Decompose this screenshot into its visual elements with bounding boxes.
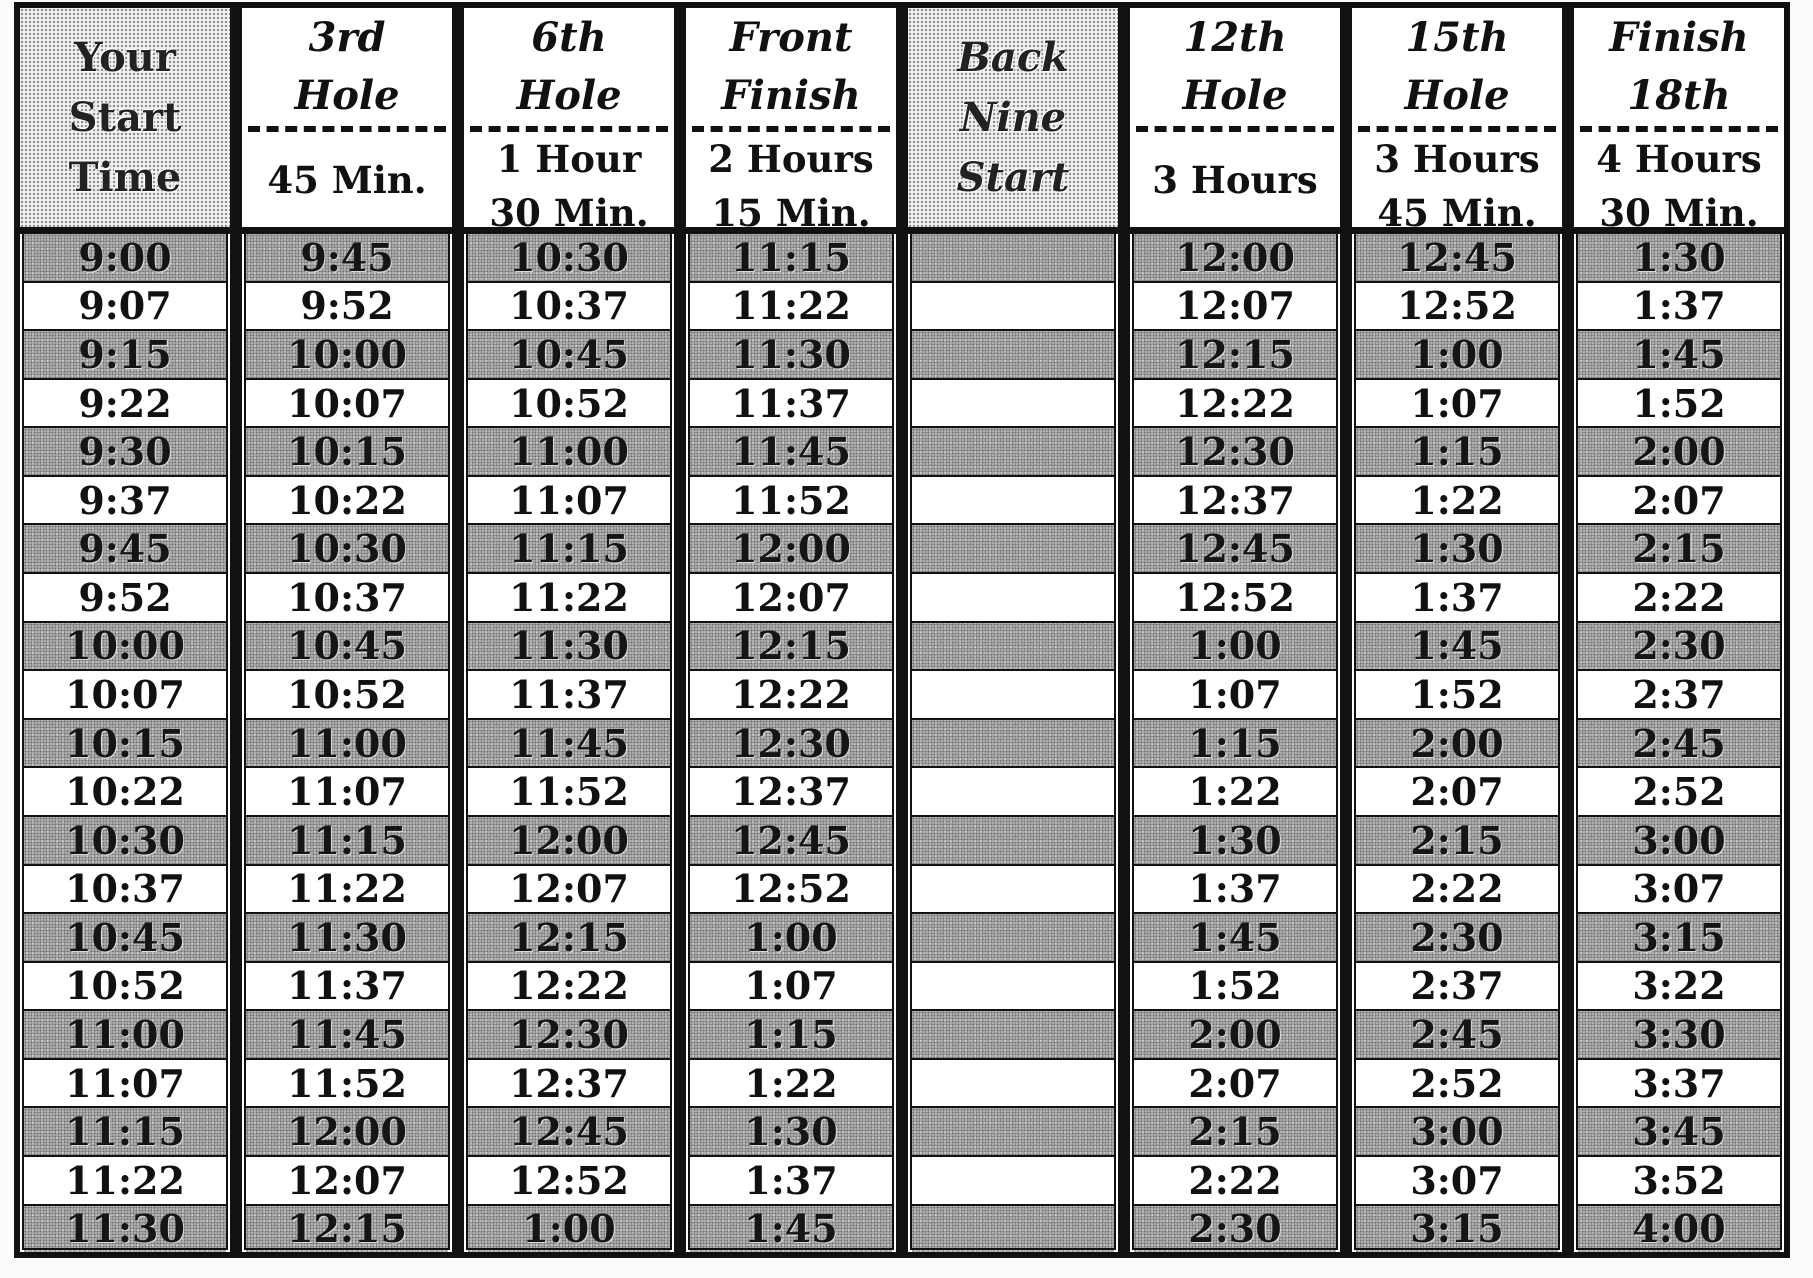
time-cell: 10:52	[468, 380, 670, 429]
time-cell: 10:45	[468, 331, 670, 380]
time-cell: 10:30	[246, 525, 448, 574]
time-cell: 1:30	[1134, 817, 1336, 866]
time-cell: 11:30	[24, 1206, 226, 1253]
hole-line: 3rd	[308, 14, 386, 61]
duration-line: 3 Hours	[1152, 157, 1318, 202]
time-cell: 12:00	[246, 1108, 448, 1157]
time-cell: 12:15	[690, 623, 892, 672]
time-cell: 12:15	[468, 914, 670, 963]
time-cell	[912, 380, 1114, 429]
time-cell: 10:00	[24, 623, 226, 672]
time-cell	[912, 234, 1114, 283]
time-cell: 12:07	[690, 574, 892, 623]
time-cell: 12:15	[1134, 331, 1336, 380]
time-cell: 1:52	[1356, 671, 1558, 720]
time-cell: 12:37	[468, 1060, 670, 1109]
time-cell: 1:07	[1134, 671, 1336, 720]
time-cell: 12:45	[690, 817, 892, 866]
time-cell	[912, 866, 1114, 915]
hole-line: 6th	[531, 14, 607, 61]
time-cell: 10:45	[24, 914, 226, 963]
duration-line: 4 Hours	[1596, 137, 1762, 181]
time-cell: 11:00	[468, 428, 670, 477]
header-line: Start	[68, 93, 182, 141]
time-cell: 2:37	[1578, 671, 1780, 720]
time-cell	[912, 623, 1114, 672]
header-6th-hole	[464, 8, 674, 234]
time-cell: 2:00	[1578, 428, 1780, 477]
time-cell: 9:30	[24, 428, 226, 477]
time-cell: 10:37	[246, 574, 448, 623]
hole-line: Finish	[1609, 14, 1749, 61]
hole-line: 12th	[1183, 14, 1287, 61]
time-cell: 1:37	[1134, 866, 1336, 915]
time-cell: 1:00	[1356, 331, 1558, 380]
time-cell: 11:52	[246, 1060, 448, 1109]
header-line: Your	[74, 33, 176, 81]
time-cell: 2:30	[1578, 623, 1780, 672]
duration-line: 30 Min.	[1599, 191, 1759, 235]
time-cell: 11:37	[246, 963, 448, 1012]
duration-line: 45 Min.	[1377, 191, 1537, 235]
time-cell: 11:30	[246, 914, 448, 963]
header-3rd-hole	[242, 8, 452, 234]
time-cell: 11:37	[690, 380, 892, 429]
time-cell: 1:45	[1578, 331, 1780, 380]
time-cell: 3:00	[1578, 817, 1780, 866]
time-cell	[912, 817, 1114, 866]
time-cell: 12:22	[468, 963, 670, 1012]
time-cell: 10:15	[24, 720, 226, 769]
time-cell: 9:07	[24, 283, 226, 332]
time-cell: 11:52	[468, 768, 670, 817]
header-line: Back	[957, 33, 1069, 81]
time-cell	[912, 1011, 1114, 1060]
time-cell: 11:22	[24, 1157, 226, 1206]
time-cell: 12:52	[1356, 283, 1558, 332]
time-cell: 11:30	[690, 331, 892, 380]
duration-line: 45 Min.	[267, 157, 427, 202]
time-cell: 3:00	[1356, 1108, 1558, 1157]
time-cell: 2:52	[1578, 768, 1780, 817]
time-cell: 3:07	[1578, 866, 1780, 915]
time-cell: 9:15	[24, 331, 226, 380]
hole-line: Hole	[294, 72, 400, 119]
header-front-finish	[686, 8, 896, 234]
time-cell: 1:00	[1134, 623, 1336, 672]
time-cell	[912, 963, 1114, 1012]
time-cell: 3:52	[1578, 1157, 1780, 1206]
time-cell: 11:15	[24, 1108, 226, 1157]
time-cell: 1:07	[690, 963, 892, 1012]
time-cell	[912, 1157, 1114, 1206]
time-cell: 10:30	[24, 817, 226, 866]
time-cell: 10:22	[246, 477, 448, 526]
time-cell: 11:45	[468, 720, 670, 769]
time-cell: 11:15	[468, 525, 670, 574]
time-cell: 2:07	[1134, 1060, 1336, 1109]
time-cell: 12:00	[1134, 234, 1336, 283]
hole-line: 15th	[1405, 14, 1509, 61]
time-cell: 2:45	[1578, 720, 1780, 769]
time-cell	[912, 331, 1114, 380]
time-cell: 12:07	[468, 866, 670, 915]
duration-line: 3 Hours	[1374, 137, 1540, 181]
time-cell	[912, 1060, 1114, 1109]
pace-of-play-table	[14, 2, 1790, 1258]
column-start-time	[20, 8, 230, 1252]
time-cell	[912, 525, 1114, 574]
time-cell: 1:22	[1356, 477, 1558, 526]
time-cell: 9:52	[246, 283, 448, 332]
time-cell: 3:37	[1578, 1060, 1780, 1109]
time-cell: 10:37	[468, 283, 670, 332]
time-cell: 3:45	[1578, 1108, 1780, 1157]
time-cell: 12:22	[1134, 380, 1336, 429]
time-cell: 11:22	[246, 866, 448, 915]
header-12th-hole	[1130, 8, 1340, 234]
column-12th-hole	[1130, 8, 1340, 1252]
time-cell: 11:30	[468, 623, 670, 672]
column-6th-hole	[464, 8, 674, 1252]
time-cell: 10:22	[24, 768, 226, 817]
time-cell: 12:37	[1134, 477, 1336, 526]
time-cell: 1:52	[1578, 380, 1780, 429]
time-cell: 12:07	[1134, 283, 1336, 332]
time-cell	[912, 283, 1114, 332]
time-cell: 10:15	[246, 428, 448, 477]
time-cell: 12:52	[690, 866, 892, 915]
hole-line: Finish	[721, 72, 861, 119]
time-cell: 1:00	[690, 914, 892, 963]
time-cell: 11:15	[690, 234, 892, 283]
time-cell: 3:22	[1578, 963, 1780, 1012]
header-back-nine-start	[908, 8, 1118, 234]
hole-line: Hole	[1404, 72, 1510, 119]
time-cell: 9:22	[24, 380, 226, 429]
time-cell: 10:52	[246, 671, 448, 720]
duration-line: 1 Hour	[496, 137, 642, 181]
column-front-finish	[686, 8, 896, 1252]
time-cell: 9:45	[246, 234, 448, 283]
time-cell: 11:15	[246, 817, 448, 866]
time-cell: 12:30	[468, 1011, 670, 1060]
time-cell: 1:07	[1356, 380, 1558, 429]
time-cell: 12:00	[468, 817, 670, 866]
time-cell: 1:15	[1356, 428, 1558, 477]
time-cell: 10:00	[246, 331, 448, 380]
time-cell	[912, 914, 1114, 963]
duration-line: 30 Min.	[489, 191, 649, 235]
time-cell: 12:22	[690, 671, 892, 720]
duration-line: 15 Min.	[711, 191, 871, 235]
time-cell: 11:07	[24, 1060, 226, 1109]
hole-line: Hole	[516, 72, 622, 119]
time-cell: 2:22	[1356, 866, 1558, 915]
time-cell: 12:45	[1134, 525, 1336, 574]
duration-line: 2 Hours	[708, 137, 874, 181]
time-cell: 10:45	[246, 623, 448, 672]
time-cell: 1:37	[1578, 283, 1780, 332]
time-cell: 1:45	[1356, 623, 1558, 672]
time-cell: 11:00	[24, 1011, 226, 1060]
time-cell: 1:45	[690, 1206, 892, 1253]
time-cell: 11:22	[690, 283, 892, 332]
time-cell: 11:45	[246, 1011, 448, 1060]
time-cell: 1:45	[1134, 914, 1336, 963]
time-cell: 2:30	[1356, 914, 1558, 963]
time-cell: 9:45	[24, 525, 226, 574]
time-cell: 12:45	[1356, 234, 1558, 283]
time-cell: 9:37	[24, 477, 226, 526]
time-cell: 12:45	[468, 1108, 670, 1157]
time-cell: 2:52	[1356, 1060, 1558, 1109]
header-15th-hole	[1352, 8, 1562, 234]
time-cell: 2:37	[1356, 963, 1558, 1012]
time-cell	[912, 574, 1114, 623]
time-cell	[912, 477, 1114, 526]
time-cell: 2:15	[1356, 817, 1558, 866]
header-line: Nine	[959, 93, 1067, 141]
time-cell: 3:30	[1578, 1011, 1780, 1060]
time-cell: 1:37	[690, 1157, 892, 1206]
column-15th-hole	[1352, 8, 1562, 1252]
time-cell: 12:15	[246, 1206, 448, 1253]
time-cell: 12:52	[468, 1157, 670, 1206]
time-cell: 1:37	[1356, 574, 1558, 623]
time-cell: 3:15	[1356, 1206, 1558, 1253]
time-cell: 10:37	[24, 866, 226, 915]
time-cell: 2:00	[1134, 1011, 1336, 1060]
column-finish-18th	[1574, 8, 1784, 1252]
time-cell: 2:22	[1134, 1157, 1336, 1206]
time-cell: 1:30	[690, 1108, 892, 1157]
time-cell: 4:00	[1578, 1206, 1780, 1253]
time-cell: 1:30	[1578, 234, 1780, 283]
hole-line: Hole	[1182, 72, 1288, 119]
time-cell: 1:52	[1134, 963, 1336, 1012]
time-cell	[912, 1206, 1114, 1253]
time-cell	[912, 428, 1114, 477]
column-3rd-hole	[242, 8, 452, 1252]
time-cell	[912, 720, 1114, 769]
time-cell	[912, 768, 1114, 817]
column-back-nine-start	[908, 8, 1118, 1252]
header-start-time	[20, 8, 230, 234]
time-cell: 12:07	[246, 1157, 448, 1206]
time-cell: 2:07	[1578, 477, 1780, 526]
time-cell: 11:37	[468, 671, 670, 720]
time-cell: 11:07	[468, 477, 670, 526]
time-cell: 1:15	[690, 1011, 892, 1060]
time-cell	[912, 1108, 1114, 1157]
time-cell: 2:07	[1356, 768, 1558, 817]
time-cell: 10:07	[246, 380, 448, 429]
time-cell: 2:30	[1134, 1206, 1336, 1253]
time-cell: 2:22	[1578, 574, 1780, 623]
time-cell: 12:37	[690, 768, 892, 817]
time-cell: 1:00	[468, 1206, 670, 1253]
time-cell: 2:00	[1356, 720, 1558, 769]
time-cell: 11:45	[690, 428, 892, 477]
header-finish-18th	[1574, 8, 1784, 234]
header-line: Start	[956, 153, 1070, 201]
time-cell: 3:15	[1578, 914, 1780, 963]
time-cell: 2:15	[1578, 525, 1780, 574]
time-cell: 1:30	[1356, 525, 1558, 574]
time-cell: 2:15	[1134, 1108, 1336, 1157]
time-cell: 2:45	[1356, 1011, 1558, 1060]
time-cell: 3:07	[1356, 1157, 1558, 1206]
time-cell: 9:00	[24, 234, 226, 283]
time-cell: 12:00	[690, 525, 892, 574]
time-cell: 11:52	[690, 477, 892, 526]
time-cell	[912, 671, 1114, 720]
time-cell: 12:30	[1134, 428, 1336, 477]
time-cell: 10:52	[24, 963, 226, 1012]
time-cell: 10:30	[468, 234, 670, 283]
time-cell: 11:07	[246, 768, 448, 817]
time-cell: 11:00	[246, 720, 448, 769]
time-cell: 1:22	[1134, 768, 1336, 817]
time-cell: 11:22	[468, 574, 670, 623]
time-cell: 12:30	[690, 720, 892, 769]
time-cell: 12:52	[1134, 574, 1336, 623]
hole-line: Front	[729, 14, 853, 61]
time-cell: 1:15	[1134, 720, 1336, 769]
hole-line: 18th	[1627, 72, 1731, 119]
time-cell: 9:52	[24, 574, 226, 623]
time-cell: 10:07	[24, 671, 226, 720]
header-line: Time	[68, 153, 182, 201]
time-cell: 1:22	[690, 1060, 892, 1109]
